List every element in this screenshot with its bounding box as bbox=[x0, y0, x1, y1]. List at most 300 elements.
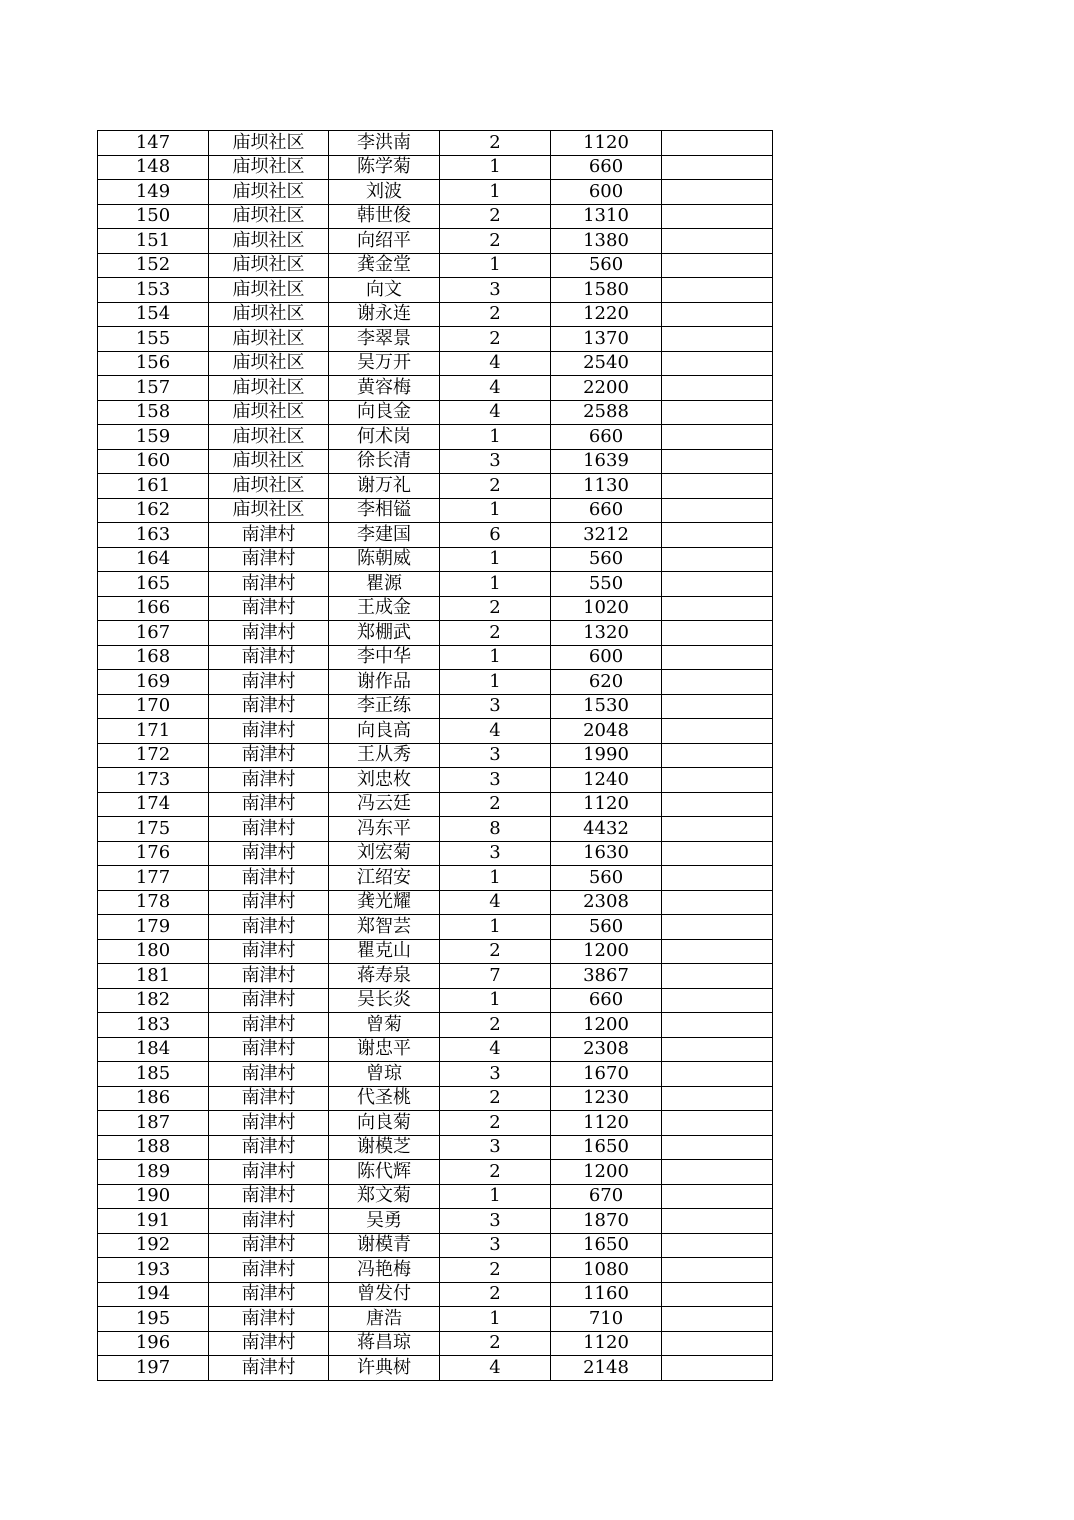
unit-cell: 南津村 bbox=[209, 1331, 329, 1356]
amount-cell: 2148 bbox=[551, 1356, 662, 1381]
amount-cell: 560 bbox=[551, 866, 662, 891]
amount-cell: 2540 bbox=[551, 351, 662, 376]
note-cell bbox=[662, 425, 773, 450]
unit-cell: 南津村 bbox=[209, 1233, 329, 1258]
amount-cell: 1630 bbox=[551, 841, 662, 866]
row-number-cell: 162 bbox=[98, 498, 209, 523]
count-cell: 3 bbox=[440, 768, 551, 793]
table-row bbox=[98, 817, 773, 842]
note-cell bbox=[662, 817, 773, 842]
amount-cell: 1370 bbox=[551, 327, 662, 352]
row-number-cell: 169 bbox=[98, 670, 209, 695]
table-row bbox=[98, 1062, 773, 1087]
amount-cell: 660 bbox=[551, 155, 662, 180]
table-row bbox=[98, 523, 773, 548]
amount-cell: 660 bbox=[551, 498, 662, 523]
table-row bbox=[98, 1086, 773, 1111]
row-number-cell: 185 bbox=[98, 1062, 209, 1087]
unit-cell: 南津村 bbox=[209, 1184, 329, 1209]
name-cell: 李相镒 bbox=[329, 498, 440, 523]
name-cell: 蒋昌琼 bbox=[329, 1331, 440, 1356]
name-cell: 蒋寿泉 bbox=[329, 964, 440, 989]
row-number-cell: 164 bbox=[98, 547, 209, 572]
amount-cell: 2048 bbox=[551, 719, 662, 744]
note-cell bbox=[662, 1111, 773, 1136]
note-cell bbox=[662, 1160, 773, 1185]
name-cell: 刘忠枚 bbox=[329, 768, 440, 793]
amount-cell: 600 bbox=[551, 180, 662, 205]
name-cell: 刘宏菊 bbox=[329, 841, 440, 866]
note-cell bbox=[662, 1086, 773, 1111]
amount-cell: 4432 bbox=[551, 817, 662, 842]
count-cell: 4 bbox=[440, 351, 551, 376]
count-cell: 1 bbox=[440, 866, 551, 891]
note-cell bbox=[662, 1356, 773, 1381]
unit-cell: 南津村 bbox=[209, 1037, 329, 1062]
unit-cell: 庙坝社区 bbox=[209, 204, 329, 229]
count-cell: 2 bbox=[440, 1111, 551, 1136]
note-cell bbox=[662, 351, 773, 376]
table-row bbox=[98, 915, 773, 940]
table-row bbox=[98, 547, 773, 572]
unit-cell: 庙坝社区 bbox=[209, 351, 329, 376]
note-cell bbox=[662, 498, 773, 523]
count-cell: 1 bbox=[440, 498, 551, 523]
row-number-cell: 167 bbox=[98, 621, 209, 646]
note-cell bbox=[662, 1209, 773, 1234]
row-number-cell: 171 bbox=[98, 719, 209, 744]
row-number-cell: 191 bbox=[98, 1209, 209, 1234]
amount-cell: 710 bbox=[551, 1307, 662, 1332]
count-cell: 1 bbox=[440, 1184, 551, 1209]
count-cell: 6 bbox=[440, 523, 551, 548]
row-number-cell: 147 bbox=[98, 131, 209, 156]
unit-cell: 南津村 bbox=[209, 1209, 329, 1234]
amount-cell: 3212 bbox=[551, 523, 662, 548]
count-cell: 2 bbox=[440, 131, 551, 156]
amount-cell: 1200 bbox=[551, 1013, 662, 1038]
amount-cell: 600 bbox=[551, 645, 662, 670]
unit-cell: 南津村 bbox=[209, 547, 329, 572]
note-cell bbox=[662, 1062, 773, 1087]
note-cell bbox=[662, 645, 773, 670]
unit-cell: 南津村 bbox=[209, 719, 329, 744]
count-cell: 2 bbox=[440, 302, 551, 327]
count-cell: 2 bbox=[440, 939, 551, 964]
amount-cell: 1200 bbox=[551, 939, 662, 964]
name-cell: 李建国 bbox=[329, 523, 440, 548]
count-cell: 2 bbox=[440, 204, 551, 229]
count-cell: 1 bbox=[440, 547, 551, 572]
count-cell: 3 bbox=[440, 1209, 551, 1234]
name-cell: 冯艳梅 bbox=[329, 1258, 440, 1283]
table-row bbox=[98, 1184, 773, 1209]
note-cell bbox=[662, 474, 773, 499]
row-number-cell: 189 bbox=[98, 1160, 209, 1185]
row-number-cell: 152 bbox=[98, 253, 209, 278]
table-row bbox=[98, 253, 773, 278]
amount-cell: 3867 bbox=[551, 964, 662, 989]
count-cell: 2 bbox=[440, 1160, 551, 1185]
table-row bbox=[98, 939, 773, 964]
note-cell bbox=[662, 1282, 773, 1307]
note-cell bbox=[662, 719, 773, 744]
name-cell: 向良金 bbox=[329, 400, 440, 425]
note-cell bbox=[662, 866, 773, 891]
unit-cell: 庙坝社区 bbox=[209, 425, 329, 450]
note-cell bbox=[662, 229, 773, 254]
count-cell: 3 bbox=[440, 449, 551, 474]
amount-cell: 1020 bbox=[551, 596, 662, 621]
name-cell: 代圣桃 bbox=[329, 1086, 440, 1111]
table-row bbox=[98, 670, 773, 695]
name-cell: 吴勇 bbox=[329, 1209, 440, 1234]
count-cell: 1 bbox=[440, 645, 551, 670]
unit-cell: 南津村 bbox=[209, 1356, 329, 1381]
note-cell bbox=[662, 278, 773, 303]
row-number-cell: 150 bbox=[98, 204, 209, 229]
count-cell: 3 bbox=[440, 278, 551, 303]
note-cell bbox=[662, 670, 773, 695]
note-cell bbox=[662, 694, 773, 719]
count-cell: 8 bbox=[440, 817, 551, 842]
count-cell: 1 bbox=[440, 670, 551, 695]
amount-cell: 1160 bbox=[551, 1282, 662, 1307]
row-number-cell: 193 bbox=[98, 1258, 209, 1283]
row-number-cell: 190 bbox=[98, 1184, 209, 1209]
count-cell: 1 bbox=[440, 572, 551, 597]
amount-cell: 1650 bbox=[551, 1233, 662, 1258]
name-cell: 陈朝威 bbox=[329, 547, 440, 572]
row-number-cell: 187 bbox=[98, 1111, 209, 1136]
note-cell bbox=[662, 1037, 773, 1062]
table-row bbox=[98, 229, 773, 254]
name-cell: 李洪南 bbox=[329, 131, 440, 156]
note-cell bbox=[662, 131, 773, 156]
row-number-cell: 154 bbox=[98, 302, 209, 327]
table-row bbox=[98, 449, 773, 474]
note-cell bbox=[662, 180, 773, 205]
amount-cell: 1120 bbox=[551, 131, 662, 156]
name-cell: 曾琼 bbox=[329, 1062, 440, 1087]
table-row bbox=[98, 694, 773, 719]
amount-cell: 1220 bbox=[551, 302, 662, 327]
unit-cell: 南津村 bbox=[209, 694, 329, 719]
name-cell: 徐长清 bbox=[329, 449, 440, 474]
amount-cell: 2200 bbox=[551, 376, 662, 401]
unit-cell: 庙坝社区 bbox=[209, 155, 329, 180]
count-cell: 3 bbox=[440, 743, 551, 768]
name-cell: 龚金堂 bbox=[329, 253, 440, 278]
row-number-cell: 157 bbox=[98, 376, 209, 401]
count-cell: 2 bbox=[440, 1013, 551, 1038]
table-row bbox=[98, 302, 773, 327]
table-row bbox=[98, 645, 773, 670]
note-cell bbox=[662, 204, 773, 229]
amount-cell: 560 bbox=[551, 253, 662, 278]
unit-cell: 庙坝社区 bbox=[209, 229, 329, 254]
amount-cell: 1080 bbox=[551, 1258, 662, 1283]
row-number-cell: 197 bbox=[98, 1356, 209, 1381]
table-row bbox=[98, 1307, 773, 1332]
name-cell: 龚光耀 bbox=[329, 890, 440, 915]
count-cell: 4 bbox=[440, 400, 551, 425]
table-row bbox=[98, 1037, 773, 1062]
name-cell: 谢模芝 bbox=[329, 1135, 440, 1160]
note-cell bbox=[662, 915, 773, 940]
table-row bbox=[98, 204, 773, 229]
unit-cell: 南津村 bbox=[209, 841, 329, 866]
amount-cell: 1240 bbox=[551, 768, 662, 793]
count-cell: 4 bbox=[440, 1356, 551, 1381]
row-number-cell: 161 bbox=[98, 474, 209, 499]
name-cell: 刘波 bbox=[329, 180, 440, 205]
count-cell: 3 bbox=[440, 841, 551, 866]
name-cell: 王成金 bbox=[329, 596, 440, 621]
name-cell: 瞿源 bbox=[329, 572, 440, 597]
count-cell: 2 bbox=[440, 621, 551, 646]
count-cell: 2 bbox=[440, 1258, 551, 1283]
count-cell: 2 bbox=[440, 1331, 551, 1356]
row-number-cell: 158 bbox=[98, 400, 209, 425]
row-number-cell: 172 bbox=[98, 743, 209, 768]
amount-cell: 1990 bbox=[551, 743, 662, 768]
amount-cell: 1310 bbox=[551, 204, 662, 229]
name-cell: 冯云廷 bbox=[329, 792, 440, 817]
table-row bbox=[98, 155, 773, 180]
count-cell: 4 bbox=[440, 890, 551, 915]
table-row bbox=[98, 1209, 773, 1234]
name-cell: 谢永连 bbox=[329, 302, 440, 327]
unit-cell: 庙坝社区 bbox=[209, 327, 329, 352]
row-number-cell: 148 bbox=[98, 155, 209, 180]
unit-cell: 庙坝社区 bbox=[209, 253, 329, 278]
unit-cell: 庙坝社区 bbox=[209, 180, 329, 205]
row-number-cell: 183 bbox=[98, 1013, 209, 1038]
table-row bbox=[98, 425, 773, 450]
amount-cell: 2308 bbox=[551, 890, 662, 915]
table-row bbox=[98, 376, 773, 401]
table-row bbox=[98, 1356, 773, 1381]
note-cell bbox=[662, 523, 773, 548]
unit-cell: 庙坝社区 bbox=[209, 302, 329, 327]
amount-cell: 1120 bbox=[551, 1331, 662, 1356]
unit-cell: 南津村 bbox=[209, 1135, 329, 1160]
note-cell bbox=[662, 302, 773, 327]
count-cell: 7 bbox=[440, 964, 551, 989]
unit-cell: 南津村 bbox=[209, 523, 329, 548]
table-row bbox=[98, 1013, 773, 1038]
name-cell: 王从秀 bbox=[329, 743, 440, 768]
note-cell bbox=[662, 547, 773, 572]
note-cell bbox=[662, 939, 773, 964]
row-number-cell: 178 bbox=[98, 890, 209, 915]
amount-cell: 1230 bbox=[551, 1086, 662, 1111]
row-number-cell: 192 bbox=[98, 1233, 209, 1258]
table-row bbox=[98, 743, 773, 768]
note-cell bbox=[662, 890, 773, 915]
unit-cell: 南津村 bbox=[209, 1013, 329, 1038]
row-number-cell: 177 bbox=[98, 866, 209, 891]
name-cell: 向良高 bbox=[329, 719, 440, 744]
count-cell: 2 bbox=[440, 596, 551, 621]
count-cell: 1 bbox=[440, 155, 551, 180]
table-row bbox=[98, 596, 773, 621]
table-row bbox=[98, 572, 773, 597]
row-number-cell: 149 bbox=[98, 180, 209, 205]
count-cell: 2 bbox=[440, 1086, 551, 1111]
note-cell bbox=[662, 1013, 773, 1038]
table-row bbox=[98, 1282, 773, 1307]
count-cell: 1 bbox=[440, 1307, 551, 1332]
table-row bbox=[98, 1233, 773, 1258]
name-cell: 李翠景 bbox=[329, 327, 440, 352]
table-row bbox=[98, 351, 773, 376]
unit-cell: 南津村 bbox=[209, 988, 329, 1013]
table-row bbox=[98, 964, 773, 989]
row-number-cell: 168 bbox=[98, 645, 209, 670]
unit-cell: 南津村 bbox=[209, 1282, 329, 1307]
row-number-cell: 159 bbox=[98, 425, 209, 450]
name-cell: 瞿克山 bbox=[329, 939, 440, 964]
row-number-cell: 156 bbox=[98, 351, 209, 376]
unit-cell: 南津村 bbox=[209, 1111, 329, 1136]
amount-cell: 1380 bbox=[551, 229, 662, 254]
name-cell: 韩世俊 bbox=[329, 204, 440, 229]
name-cell: 曾菊 bbox=[329, 1013, 440, 1038]
unit-cell: 南津村 bbox=[209, 768, 329, 793]
name-cell: 何术岗 bbox=[329, 425, 440, 450]
amount-cell: 1639 bbox=[551, 449, 662, 474]
name-cell: 向绍平 bbox=[329, 229, 440, 254]
name-cell: 江绍安 bbox=[329, 866, 440, 891]
row-number-cell: 151 bbox=[98, 229, 209, 254]
count-cell: 1 bbox=[440, 180, 551, 205]
note-cell bbox=[662, 155, 773, 180]
unit-cell: 南津村 bbox=[209, 645, 329, 670]
count-cell: 3 bbox=[440, 1135, 551, 1160]
row-number-cell: 181 bbox=[98, 964, 209, 989]
unit-cell: 庙坝社区 bbox=[209, 278, 329, 303]
note-cell bbox=[662, 621, 773, 646]
table-row bbox=[98, 327, 773, 352]
count-cell: 1 bbox=[440, 988, 551, 1013]
count-cell: 3 bbox=[440, 1062, 551, 1087]
count-cell: 4 bbox=[440, 376, 551, 401]
note-cell bbox=[662, 449, 773, 474]
row-number-cell: 170 bbox=[98, 694, 209, 719]
note-cell bbox=[662, 1184, 773, 1209]
table-row bbox=[98, 866, 773, 891]
row-number-cell: 186 bbox=[98, 1086, 209, 1111]
unit-cell: 南津村 bbox=[209, 1062, 329, 1087]
note-cell bbox=[662, 596, 773, 621]
row-number-cell: 160 bbox=[98, 449, 209, 474]
name-cell: 郑棚武 bbox=[329, 621, 440, 646]
name-cell: 曾发付 bbox=[329, 1282, 440, 1307]
note-cell bbox=[662, 792, 773, 817]
amount-cell: 660 bbox=[551, 425, 662, 450]
name-cell: 谢万礼 bbox=[329, 474, 440, 499]
amount-cell: 1580 bbox=[551, 278, 662, 303]
unit-cell: 南津村 bbox=[209, 915, 329, 940]
table-row bbox=[98, 988, 773, 1013]
note-cell bbox=[662, 1331, 773, 1356]
row-number-cell: 173 bbox=[98, 768, 209, 793]
row-number-cell: 180 bbox=[98, 939, 209, 964]
count-cell: 4 bbox=[440, 719, 551, 744]
amount-cell: 1670 bbox=[551, 1062, 662, 1087]
unit-cell: 庙坝社区 bbox=[209, 131, 329, 156]
name-cell: 唐浩 bbox=[329, 1307, 440, 1332]
table-row bbox=[98, 180, 773, 205]
table-body bbox=[98, 131, 773, 1381]
unit-cell: 南津村 bbox=[209, 817, 329, 842]
amount-cell: 1200 bbox=[551, 1160, 662, 1185]
note-cell bbox=[662, 988, 773, 1013]
note-cell bbox=[662, 1307, 773, 1332]
table-row bbox=[98, 1258, 773, 1283]
row-number-cell: 163 bbox=[98, 523, 209, 548]
count-cell: 3 bbox=[440, 1233, 551, 1258]
unit-cell: 南津村 bbox=[209, 1086, 329, 1111]
table-row bbox=[98, 131, 773, 156]
unit-cell: 南津村 bbox=[209, 890, 329, 915]
unit-cell: 南津村 bbox=[209, 572, 329, 597]
name-cell: 谢忠平 bbox=[329, 1037, 440, 1062]
note-cell bbox=[662, 1233, 773, 1258]
row-number-cell: 195 bbox=[98, 1307, 209, 1332]
unit-cell: 南津村 bbox=[209, 1160, 329, 1185]
row-number-cell: 165 bbox=[98, 572, 209, 597]
row-number-cell: 179 bbox=[98, 915, 209, 940]
row-number-cell: 196 bbox=[98, 1331, 209, 1356]
amount-cell: 2588 bbox=[551, 400, 662, 425]
count-cell: 2 bbox=[440, 474, 551, 499]
table-row bbox=[98, 474, 773, 499]
unit-cell: 庙坝社区 bbox=[209, 498, 329, 523]
amount-cell: 620 bbox=[551, 670, 662, 695]
amount-cell: 550 bbox=[551, 572, 662, 597]
unit-cell: 南津村 bbox=[209, 670, 329, 695]
name-cell: 黄容梅 bbox=[329, 376, 440, 401]
note-cell bbox=[662, 327, 773, 352]
name-cell: 谢模青 bbox=[329, 1233, 440, 1258]
row-number-cell: 194 bbox=[98, 1282, 209, 1307]
count-cell: 1 bbox=[440, 425, 551, 450]
row-number-cell: 166 bbox=[98, 596, 209, 621]
name-cell: 吴长炎 bbox=[329, 988, 440, 1013]
amount-cell: 1650 bbox=[551, 1135, 662, 1160]
row-number-cell: 184 bbox=[98, 1037, 209, 1062]
count-cell: 1 bbox=[440, 915, 551, 940]
name-cell: 向良菊 bbox=[329, 1111, 440, 1136]
name-cell: 谢作品 bbox=[329, 670, 440, 695]
note-cell bbox=[662, 400, 773, 425]
unit-cell: 南津村 bbox=[209, 1258, 329, 1283]
unit-cell: 庙坝社区 bbox=[209, 376, 329, 401]
name-cell: 冯东平 bbox=[329, 817, 440, 842]
row-number-cell: 153 bbox=[98, 278, 209, 303]
note-cell bbox=[662, 572, 773, 597]
table-row bbox=[98, 1111, 773, 1136]
count-cell: 2 bbox=[440, 229, 551, 254]
amount-cell: 560 bbox=[551, 547, 662, 572]
name-cell: 吴万开 bbox=[329, 351, 440, 376]
unit-cell: 南津村 bbox=[209, 743, 329, 768]
amount-cell: 560 bbox=[551, 915, 662, 940]
name-cell: 向文 bbox=[329, 278, 440, 303]
